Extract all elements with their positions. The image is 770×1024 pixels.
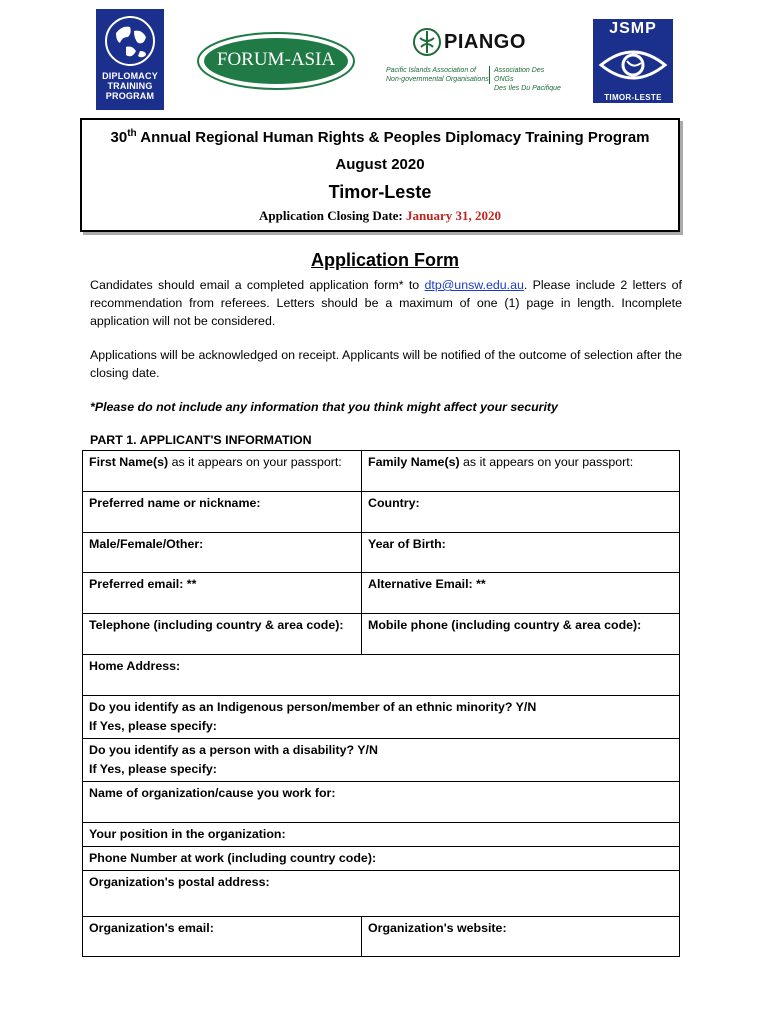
year-of-birth-cell[interactable]: Year of Birth:	[362, 533, 680, 573]
gender-cell[interactable]: Male/Female/Other:	[83, 533, 362, 573]
security-note: *Please do not include any information that you think might affect your security	[90, 400, 558, 414]
disability-cell[interactable]	[83, 739, 680, 782]
preferred-name-cell[interactable]: Preferred name or nickname:	[83, 492, 362, 533]
indigenous-question: Do you identify as an Indigenous person/member of an ethnic minority? Y/N	[89, 700, 537, 714]
indigenous-cell[interactable]	[83, 696, 680, 739]
jsmp-logo	[593, 19, 673, 103]
eye-icon	[597, 43, 669, 87]
forum-asia-text: FORUM-ASIA	[216, 49, 336, 70]
globe-icon	[102, 13, 158, 69]
piango-divider	[489, 66, 490, 84]
email-link[interactable]: dtp@unsw.edu.au	[424, 278, 524, 292]
jsmp-name: JSMP	[609, 20, 657, 37]
program-location: Timor-Leste	[328, 182, 432, 202]
program-title-box	[80, 118, 680, 232]
first-name-cell[interactable]	[83, 451, 362, 492]
preferred-email-cell[interactable]: Preferred email: **	[83, 573, 362, 614]
jsmp-location: TIMOR-LESTE	[604, 93, 662, 102]
closing-date-label: Application Closing Date:	[259, 208, 403, 223]
postal-address-cell[interactable]: Organization's postal address:	[83, 871, 680, 917]
piango-sub-left-1: Pacific Islands Association of	[386, 67, 477, 74]
disability-specify: If Yes, please specify:	[89, 762, 217, 776]
piango-name: PIANGO	[444, 31, 526, 53]
family-name-hint: as it appears on your passport:	[459, 455, 634, 469]
program-title-text: Annual Regional Human Rights & Peoples Diplomacy Training Program	[136, 129, 650, 146]
dtp-logo	[96, 9, 164, 110]
country-cell[interactable]: Country:	[362, 492, 680, 533]
org-website-cell[interactable]: Organization's website:	[362, 917, 680, 957]
work-phone-cell[interactable]: Phone Number at work (including country code):	[83, 847, 680, 871]
piango-sub-right-1: Association Des ONGs	[494, 67, 545, 83]
part1-heading: PART 1. APPLICANT'S INFORMATION	[90, 433, 312, 447]
intro-text-start: Candidates should email a completed application form* to	[90, 278, 425, 292]
dtp-logo-line2: TRAINING	[107, 81, 153, 91]
piango-emblem-icon	[412, 26, 442, 58]
applicant-info-table	[82, 450, 680, 957]
position-cell[interactable]: Your position in the organization:	[83, 823, 680, 847]
alt-email-cell[interactable]: Alternative Email: **	[362, 573, 680, 614]
dtp-logo-line1: DIPLOMACY	[102, 71, 158, 81]
mobile-cell[interactable]: Mobile phone (including country & area code):	[362, 614, 680, 655]
telephone-cell[interactable]: Telephone (including country & area code):	[83, 614, 362, 655]
acknowledge-paragraph: Applications will be acknowledged on receipt. Applicants will be notified of the outcome of selection after the closing date.	[90, 348, 682, 380]
program-title	[82, 128, 678, 146]
forum-asia-logo	[196, 31, 356, 91]
first-name-label: First Name(s)	[89, 455, 169, 469]
home-address-cell[interactable]: Home Address:	[83, 655, 680, 696]
indigenous-specify: If Yes, please specify:	[89, 719, 217, 733]
closing-date-line	[82, 208, 678, 224]
closing-date-value: January 31, 2020	[406, 208, 501, 223]
org-name-cell[interactable]: Name of organization/cause you work for:	[83, 782, 680, 823]
piango-sub-left-2: Non-governmental Organisations	[386, 76, 489, 83]
intro-text-end: . Please include 2 letters of recommendation from referees. Letters should be a maximum of one (1) page in length. Incomplete application will not be considered.	[90, 278, 682, 328]
family-name-cell[interactable]	[362, 451, 680, 492]
piango-logo	[384, 24, 564, 92]
org-email-cell[interactable]: Organization's email:	[83, 917, 362, 957]
ordinal-number: 30	[110, 129, 128, 146]
form-title: Application Form	[311, 250, 459, 270]
intro-paragraph	[90, 276, 682, 330]
first-name-hint: as it appears on your passport:	[168, 455, 342, 469]
disability-question: Do you identify as a person with a disability? Y/N	[89, 743, 378, 757]
program-month: August 2020	[335, 156, 425, 173]
piango-sub-right-2: Des Iles Du Pacifique	[494, 85, 561, 92]
dtp-logo-line3: PROGRAM	[105, 91, 155, 101]
family-name-label: Family Name(s)	[368, 455, 460, 469]
ordinal-suffix: th	[127, 128, 137, 139]
